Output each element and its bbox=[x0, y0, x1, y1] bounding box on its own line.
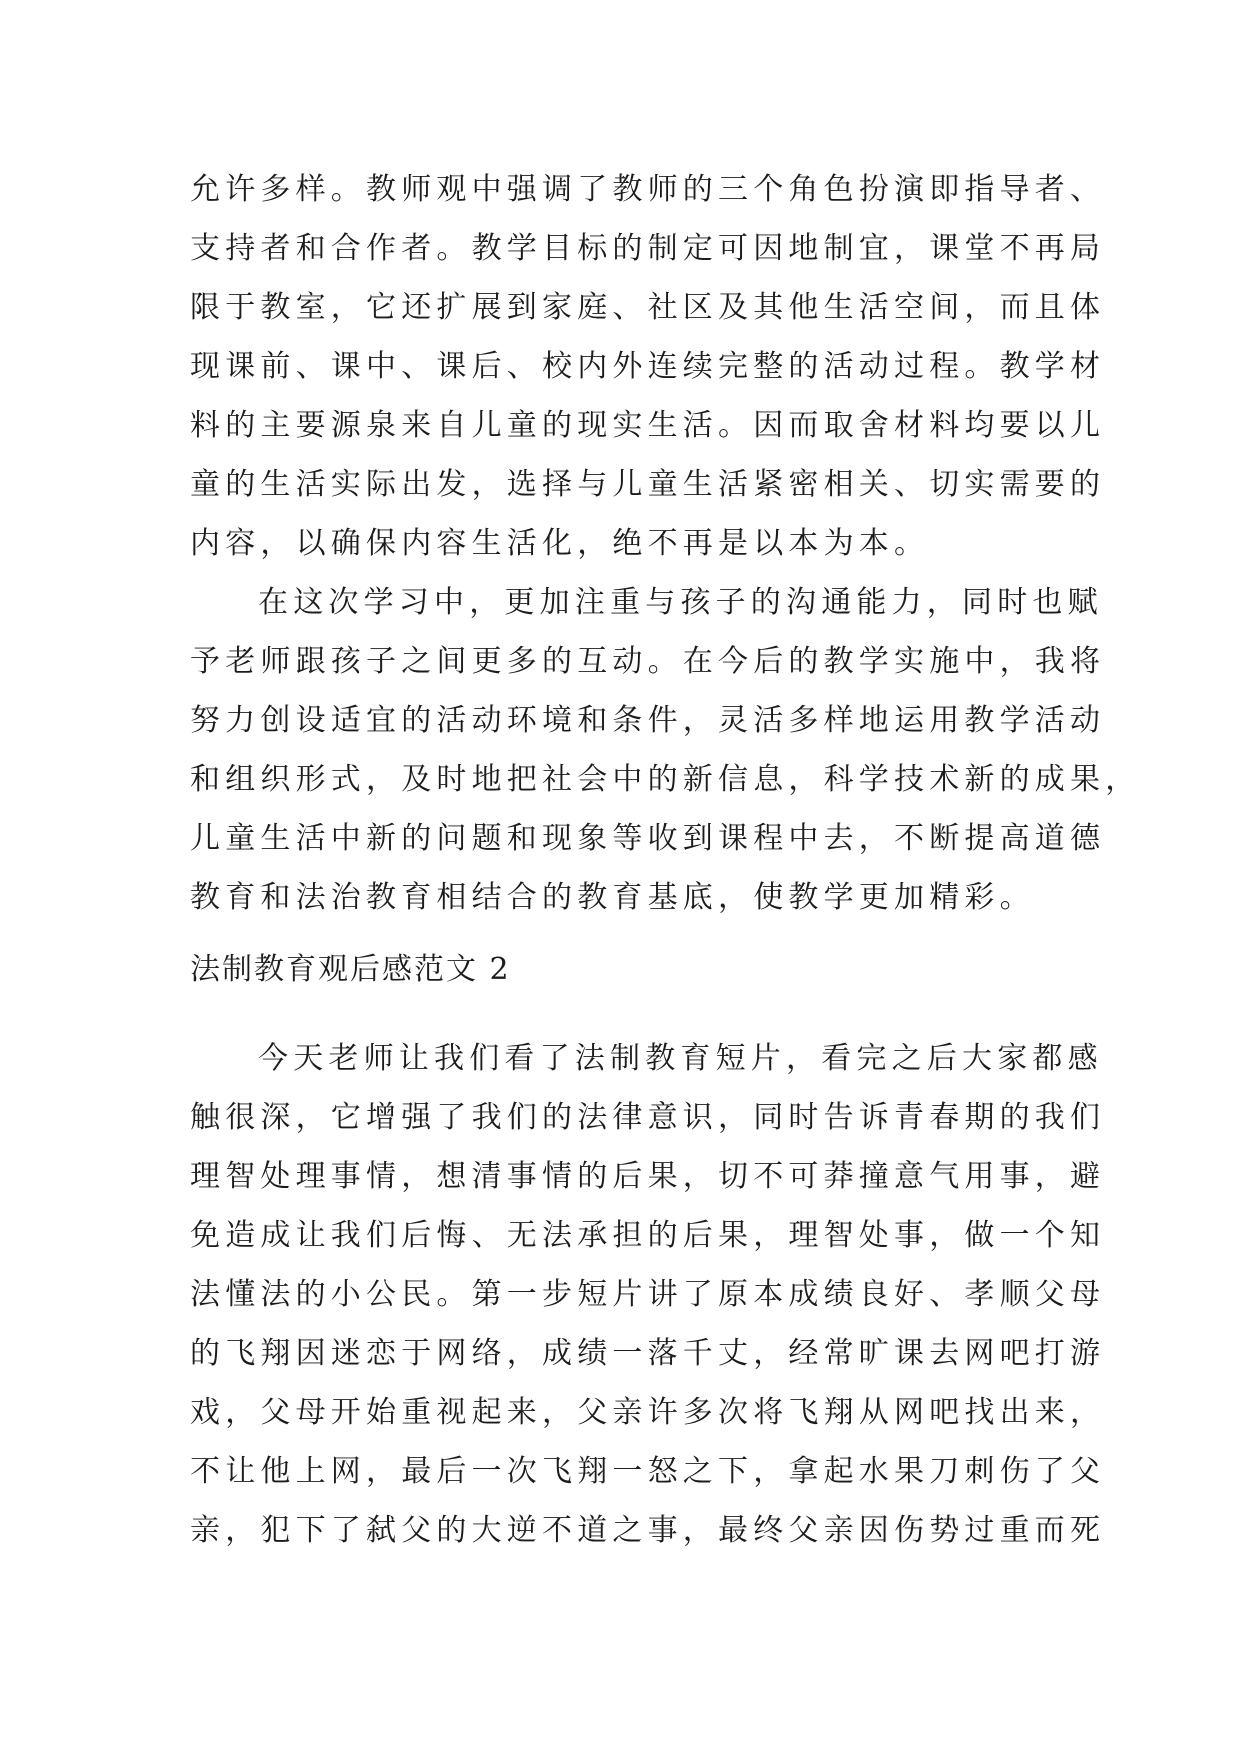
paragraph-line: 不让他上网，最后一次飞翔一怒之下，拿起水果刀刺伤了父 bbox=[190, 1454, 1106, 1489]
paragraph-line: 儿童生活中新的问题和现象等收到课程中去，不断提高道德 bbox=[190, 821, 1106, 856]
paragraph-2 bbox=[190, 573, 1141, 927]
paragraph-line: 亲，犯下了弑父的大逆不道之事，最终父亲因伤势过重而死 bbox=[190, 1513, 1106, 1548]
section-heading: 法制教育观后感范文 2 bbox=[190, 952, 511, 987]
paragraph-line: 现课前、课中、课后、校内外连续完整的活动过程。教学材 bbox=[190, 349, 1106, 384]
paragraph-line: 和组织形式，及时地把社会中的新信息，科学技术新的成果， bbox=[190, 762, 1141, 797]
paragraph-line: 理智处理事情，想清事情的后果，切不可莽撞意气用事，避 bbox=[190, 1159, 1106, 1194]
paragraph-line: 内容，以确保内容生活化，绝不再是以本为本。 bbox=[190, 526, 930, 561]
paragraph-line: 童的生活实际出发，选择与儿童生活紧密相关、切实需要的 bbox=[190, 467, 1106, 502]
paragraph-line: 支持者和合作者。教学目标的制定可因地制宜，课堂不再局 bbox=[190, 231, 1106, 266]
paragraph-line: 触很深，它增强了我们的法律意识，同时告诉青春期的我们 bbox=[190, 1100, 1106, 1135]
paragraph-line: 努力创设适宜的活动环境和条件，灵活多样地运用教学活动 bbox=[190, 703, 1106, 738]
paragraph-line: 戏，父母开始重视起来，父亲许多次将飞翔从网吧找出来， bbox=[190, 1395, 1106, 1430]
paragraph-3 bbox=[190, 1029, 1106, 1560]
paragraph-line: 在这次学习中，更加注重与孩子的沟通能力，同时也赋 bbox=[258, 585, 1103, 620]
paragraph-line: 限于教室，它还扩展到家庭、社区及其他生活空间，而且体 bbox=[190, 290, 1106, 325]
paragraph-line: 今天老师让我们看了法制教育短片，看完之后大家都感 bbox=[258, 1041, 1103, 1076]
paragraph-line: 免造成让我们后悔、无法承担的后果，理智处事，做一个知 bbox=[190, 1218, 1106, 1253]
paragraph-line: 教育和法治教育相结合的教育基底，使教学更加精彩。 bbox=[190, 880, 1035, 915]
paragraph-1 bbox=[190, 160, 1106, 573]
paragraph-line: 料的主要源泉来自儿童的现实生活。因而取舍材料均要以儿 bbox=[190, 408, 1106, 443]
paragraph-line: 予老师跟孩子之间更多的互动。在今后的教学实施中，我将 bbox=[190, 644, 1106, 679]
paragraph-line: 法懂法的小公民。第一步短片讲了原本成绩良好、孝顺父母 bbox=[190, 1277, 1106, 1312]
paragraph-line: 的飞翔因迷恋于网络，成绩一落千丈，经常旷课去网吧打游 bbox=[190, 1336, 1106, 1371]
paragraph-line: 允许多样。教师观中强调了教师的三个角色扮演即指导者、 bbox=[190, 172, 1106, 207]
